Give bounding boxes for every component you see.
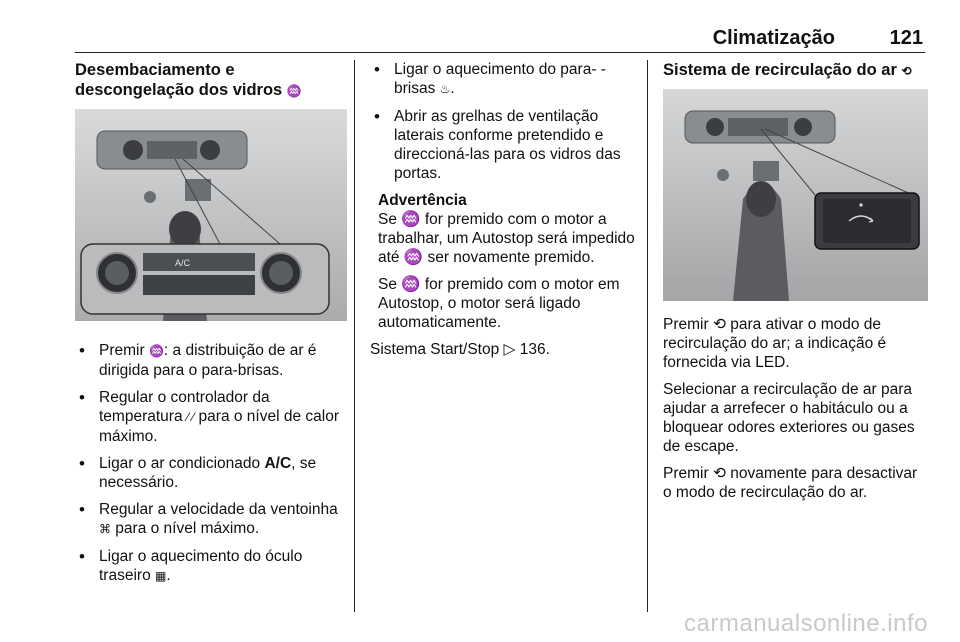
notice-box [370, 191, 636, 332]
temperature-icon: ⁄ ⁄ [186, 410, 195, 424]
section-title: Climatização [712, 27, 835, 49]
list-item: • Ligar o aquecimento do para- -brisas ♨. [370, 60, 636, 99]
list-item: • Premir ♒: a distribuição de ar é dirigida para o para-brisas. [75, 341, 347, 380]
recirculation-paragraph: Premir ⟲ novamente para desactivar o modo de recirculação do ar. [663, 465, 918, 501]
list-item: • Ligar o aquecimento do óculo traseiro ▦. [75, 547, 347, 586]
list-item: • Abrir as grelhas de ventilação laterais conforme pretendido e direccioná-las para os vidros das portas. [370, 107, 636, 183]
column-divider [354, 60, 355, 612]
climate-panel-photo [75, 109, 347, 321]
windscreen-heat-icon: ♨ [439, 82, 451, 96]
rear-window-heat-icon: ▦ [155, 569, 167, 583]
recirculation-heading: Sistema de recirculação do ar ⟲ [663, 61, 912, 79]
column-divider [647, 60, 648, 612]
windscreen-defrost-icon: ♒ [286, 84, 302, 98]
ac-label: A/C [264, 455, 292, 472]
climate-panel-illustration [75, 109, 347, 321]
svg-text:A/C: A/C [175, 258, 191, 268]
list-item: • Regular o controlador da temperatura ⁄ ⁄ para o nível de calor máximo. [75, 388, 347, 446]
recirculation-paragraph: Selecionar a recirculação de ar para ajudar a arrefecer o habitáculo ou a bloquear odores exteriores ou gases de escape. [663, 381, 915, 455]
recirculation-icon: ⟲ [901, 64, 912, 78]
recirculation-button-photo [663, 89, 928, 301]
notice-title: Advertência [378, 192, 467, 209]
windscreen-defrost-icon: ♒ [148, 344, 164, 358]
watermark: carmanualsonline.info [684, 610, 928, 637]
column-2 [370, 60, 636, 367]
defrost-heading: Desembaciamento e descongelação dos vidros ♒ [75, 61, 302, 99]
fan-icon: ⌘ [99, 522, 111, 536]
page-number: 121 [889, 27, 923, 49]
page-header [75, 0, 925, 53]
defrost-steps-continued [370, 60, 636, 183]
column-1 [75, 60, 347, 594]
list-item: • Ligar o ar condicionado A/C, se necessário. [75, 454, 347, 492]
notice-paragraph: Se ♒ for premido com o motor a trabalhar, um Autostop será impedido até ♒ ser novamente premido. [378, 211, 635, 266]
defrost-steps-list [75, 341, 347, 586]
recirculation-illustration [663, 89, 928, 301]
list-item: • Regular a velocidade da ventoinha ⌘ para o nível máximo. [75, 500, 347, 539]
column-3 [663, 60, 928, 510]
notice-paragraph: Se ♒ for premido com o motor em Autostop, o motor será ligado automaticamente. [378, 276, 620, 331]
recirculation-paragraph: Premir ⟲ para ativar o modo de recirculação do ar; a indicação é fornecida via LED. [663, 316, 887, 371]
cross-reference: Sistema Start/Stop ▷ 136. [370, 341, 550, 358]
